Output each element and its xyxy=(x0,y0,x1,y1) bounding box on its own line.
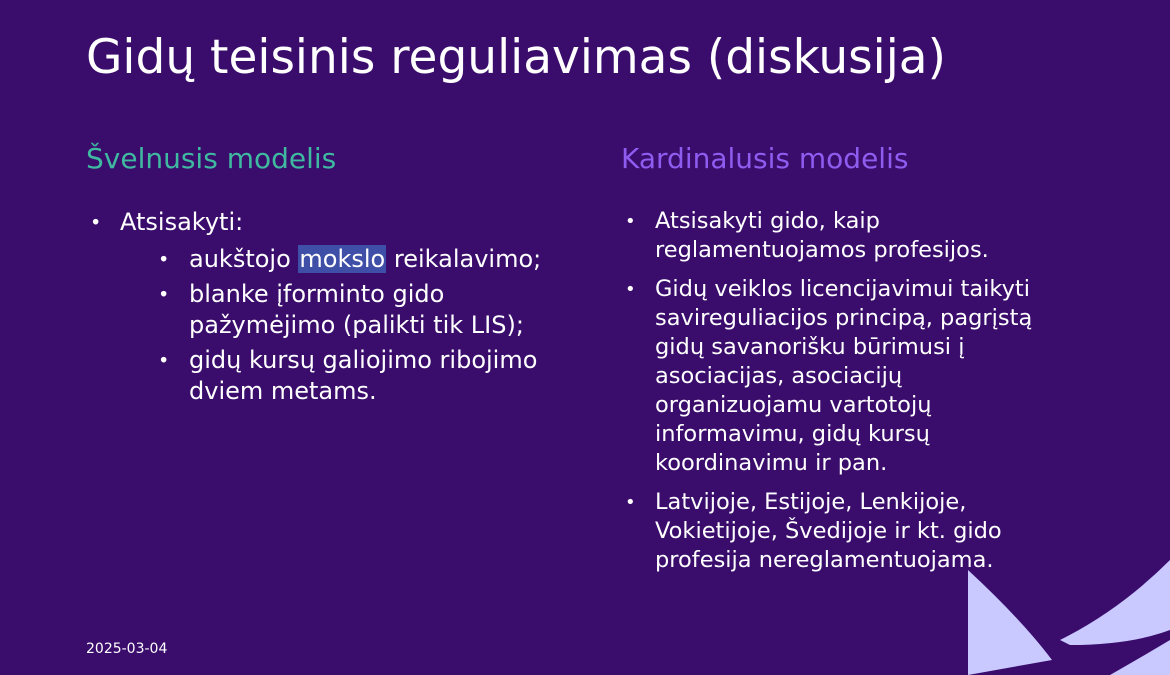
list-item-text: Gidų veiklos licencijavimui taikyti savireguliacijos principą, pagrįstą gidų savanorišku būrimusi į asociacijas, asociacijų organizuojamu vartotojų informavimu, gidų kursų koordinavimu ir pan. xyxy=(655,276,1033,476)
bullet-icon: • xyxy=(158,248,170,271)
list-item-text: Atsisakyti gido, kaip reglamentuojamos profesijos. xyxy=(655,208,989,263)
list-item-text: Atsisakyti: xyxy=(120,208,244,236)
sub-item-text xyxy=(189,245,541,273)
decorative-shape xyxy=(960,560,1170,675)
slide-title: Gidų teisinis reguliavimas (diskusija) xyxy=(86,30,946,85)
list-item xyxy=(86,207,546,407)
list-item xyxy=(621,207,1051,265)
sub-list-item xyxy=(154,345,546,407)
bullet-icon: • xyxy=(158,349,170,372)
sub-item-text-part: aukštojo xyxy=(189,245,299,273)
highlighted-word[interactable]: mokslo xyxy=(299,245,386,273)
soft-model-heading: Švelnusis modelis xyxy=(86,142,337,175)
bullet-icon: • xyxy=(90,211,102,234)
decor-arc-right xyxy=(1060,560,1170,645)
sub-list-item xyxy=(154,279,546,341)
soft-model-list xyxy=(86,207,546,411)
sub-item-text: blanke įforminto gido pažymėjimo (palikti tik LIS); xyxy=(189,280,524,339)
soft-model-sublist xyxy=(154,244,546,407)
slide-date: 2025-03-04 xyxy=(86,641,168,657)
list-item xyxy=(621,275,1051,478)
bullet-icon: • xyxy=(625,492,636,513)
bullet-icon: • xyxy=(625,211,636,232)
decor-arc-left xyxy=(968,570,1052,675)
sub-item-text-part: reikalavimo; xyxy=(386,245,542,273)
decor-corner xyxy=(1110,640,1170,675)
sub-list-item xyxy=(154,244,546,275)
cardinal-model-list xyxy=(621,207,1051,585)
list-item-text: Latvijoje, Estijoje, Lenkijoje, Vokietijoje, Švedijoje ir kt. gido profesija nereglamentuojama. xyxy=(655,489,1002,573)
bullet-icon: • xyxy=(625,279,636,300)
sub-item-text: gidų kursų galiojimo ribojimo dviem metams. xyxy=(189,346,538,405)
bullet-icon: • xyxy=(158,283,170,306)
cardinal-model-heading: Kardinalusis modelis xyxy=(621,142,909,175)
